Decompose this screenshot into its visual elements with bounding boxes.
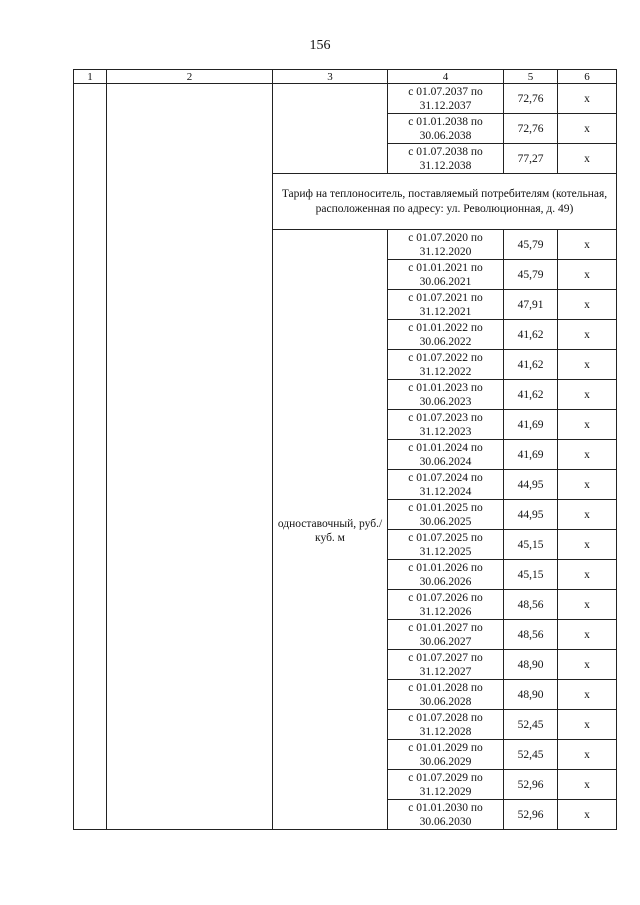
table-row	[74, 84, 617, 114]
period-text: с 01.07.2037 по 31.12.2037	[408, 85, 483, 112]
period-text: с 01.01.2024 по 30.06.2024	[408, 441, 483, 468]
column6-mark: х	[558, 590, 617, 620]
period-text: с 01.01.2025 по 30.06.2025	[408, 501, 483, 528]
column6-mark: х	[558, 560, 617, 590]
column6-mark: х	[558, 620, 617, 650]
tariff-value: 48,56	[504, 620, 558, 650]
period-cell	[388, 500, 504, 530]
period-text: с 01.07.2038 по 31.12.2038	[408, 145, 483, 172]
header-cell: 5	[504, 70, 558, 84]
header-cell: 4	[388, 70, 504, 84]
page-number: 156	[309, 38, 331, 53]
period-text: с 01.07.2023 по 31.12.2023	[408, 411, 483, 438]
header-row	[74, 70, 617, 84]
column6-mark: х	[558, 350, 617, 380]
column6-mark: х	[558, 500, 617, 530]
column6-mark: х	[558, 320, 617, 350]
period-cell	[388, 290, 504, 320]
period-cell	[388, 440, 504, 470]
period-cell	[388, 590, 504, 620]
period-cell	[388, 144, 504, 174]
header-cell: 2	[107, 70, 273, 84]
period-cell	[388, 84, 504, 114]
period-cell	[388, 740, 504, 770]
period-cell	[388, 114, 504, 144]
tariff-type-cell	[273, 230, 388, 830]
tariff-value: 41,62	[504, 320, 558, 350]
period-text: с 01.01.2023 по 30.06.2023	[408, 381, 483, 408]
column6-mark: х	[558, 650, 617, 680]
period-text: с 01.01.2029 по 30.06.2029	[408, 741, 483, 768]
period-text: с 01.07.2021 по 31.12.2021	[408, 291, 483, 318]
column6-mark: х	[558, 144, 617, 174]
tariff-value: 41,62	[504, 380, 558, 410]
period-text: с 01.07.2026 по 31.12.2026	[408, 591, 483, 618]
period-text: с 01.07.2024 по 31.12.2024	[408, 471, 483, 498]
tariff-value: 72,76	[504, 84, 558, 114]
period-cell	[388, 380, 504, 410]
period-cell	[388, 650, 504, 680]
period-cell	[388, 320, 504, 350]
tariff-value: 72,76	[504, 114, 558, 144]
period-text: с 01.01.2028 по 30.06.2028	[408, 681, 483, 708]
tariff-table	[73, 69, 617, 830]
column6-mark: х	[558, 380, 617, 410]
tariff-value: 41,69	[504, 410, 558, 440]
header-cell: 3	[273, 70, 388, 84]
period-cell	[388, 230, 504, 260]
period-text: с 01.01.2022 по 30.06.2022	[408, 321, 483, 348]
tariff-value: 44,95	[504, 470, 558, 500]
period-cell	[388, 620, 504, 650]
tariff-value: 48,90	[504, 650, 558, 680]
column6-mark: х	[558, 114, 617, 144]
column6-mark: х	[558, 230, 617, 260]
column6-mark: х	[558, 470, 617, 500]
period-cell	[388, 560, 504, 590]
period-text: с 01.01.2021 по 30.06.2021	[408, 261, 483, 288]
period-text: с 01.07.2028 по 31.12.2028	[408, 711, 483, 738]
tariff-value: 45,15	[504, 560, 558, 590]
tariff-type-label: одноставочный, руб./куб. м	[277, 517, 383, 544]
tariff-value: 44,95	[504, 500, 558, 530]
period-cell	[388, 680, 504, 710]
tariff-value: 52,96	[504, 800, 558, 830]
tariff-value: 45,79	[504, 260, 558, 290]
tariff-value: 48,90	[504, 680, 558, 710]
period-text: с 01.07.2027 по 31.12.2027	[408, 651, 483, 678]
period-text: с 01.07.2025 по 31.12.2025	[408, 531, 483, 558]
column6-mark: х	[558, 530, 617, 560]
column6-mark: х	[558, 410, 617, 440]
col3-cell	[273, 84, 388, 174]
column6-mark: х	[558, 800, 617, 830]
period-cell	[388, 410, 504, 440]
col1-cell	[74, 84, 107, 830]
header-cell: 1	[74, 70, 107, 84]
period-text: с 01.01.2038 по 30.06.2038	[408, 115, 483, 142]
tariff-value: 41,69	[504, 440, 558, 470]
period-cell	[388, 470, 504, 500]
period-text: с 01.01.2030 по 30.06.2030	[408, 801, 483, 828]
col2-cell	[107, 84, 273, 830]
tariff-value: 45,15	[504, 530, 558, 560]
tariff-value: 77,27	[504, 144, 558, 174]
tariff-value: 48,56	[504, 590, 558, 620]
period-cell	[388, 350, 504, 380]
header-cell: 6	[558, 70, 617, 84]
column6-mark: х	[558, 770, 617, 800]
period-cell	[388, 770, 504, 800]
period-text: с 01.01.2026 по 30.06.2026	[408, 561, 483, 588]
period-cell	[388, 800, 504, 830]
period-cell	[388, 260, 504, 290]
period-cell	[388, 530, 504, 560]
tariff-value: 47,91	[504, 290, 558, 320]
column6-mark: х	[558, 740, 617, 770]
tariff-value: 52,45	[504, 740, 558, 770]
column6-mark: х	[558, 680, 617, 710]
column6-mark: х	[558, 84, 617, 114]
column6-mark: х	[558, 260, 617, 290]
period-text: с 01.07.2029 по 31.12.2029	[408, 771, 483, 798]
period-text: с 01.01.2027 по 30.06.2027	[408, 621, 483, 648]
section-title: Тариф на теплоноситель, поставляемый потребителям (котельная, расположенная по адресу: ул. Революционная, д. 49)	[273, 174, 617, 230]
period-text: с 01.07.2022 по 31.12.2022	[408, 351, 483, 378]
period-text: с 01.07.2020 по 31.12.2020	[408, 231, 483, 258]
column6-mark: х	[558, 710, 617, 740]
period-cell	[388, 710, 504, 740]
column6-mark: х	[558, 440, 617, 470]
tariff-value: 52,96	[504, 770, 558, 800]
tariff-value: 41,62	[504, 350, 558, 380]
column6-mark: х	[558, 290, 617, 320]
tariff-value: 45,79	[504, 230, 558, 260]
tariff-value: 52,45	[504, 710, 558, 740]
